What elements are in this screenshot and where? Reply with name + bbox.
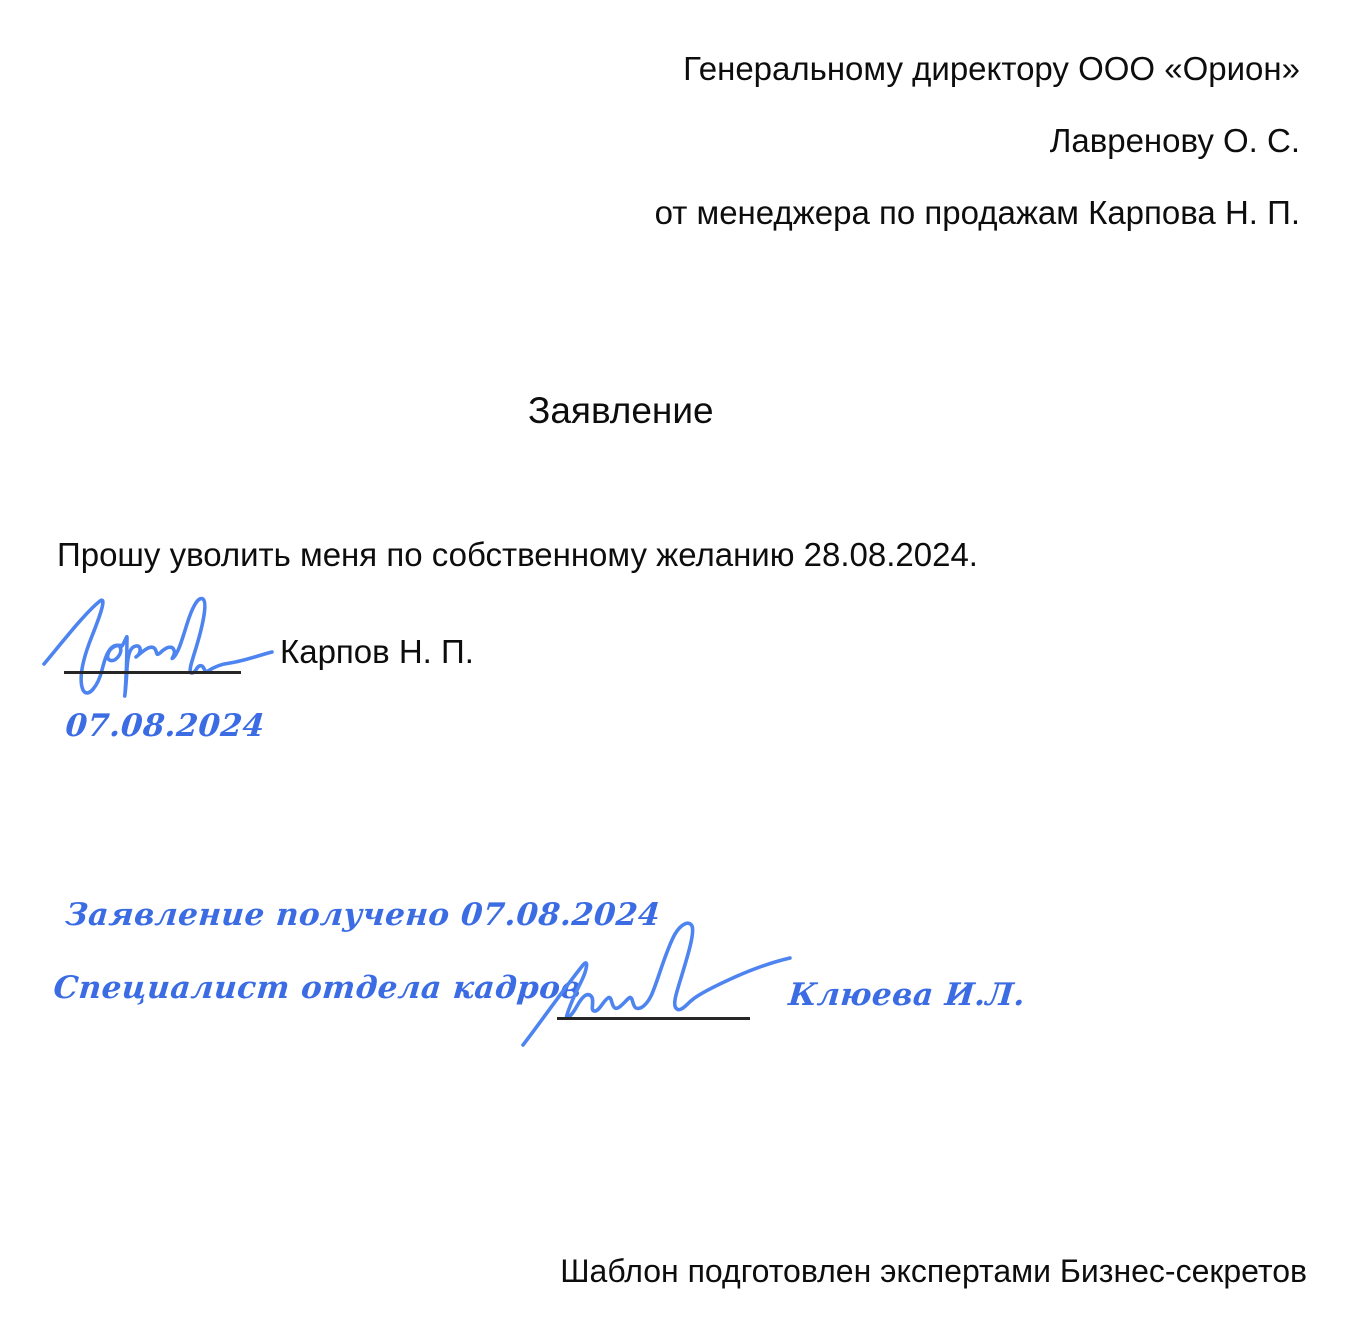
sender-line: от менеджера по продажам Карпова Н. П. [654, 193, 1300, 231]
document-title: Заявление [528, 390, 714, 431]
employee-name: Карпов Н. П. [280, 633, 474, 670]
hr-specialist-name: Клюева И.Л. [787, 977, 1027, 1013]
addressee-block [655, 50, 1300, 232]
template-credit: Шаблон подготовлен экспертами Бизнес-секретов [560, 1253, 1307, 1289]
hr-role-label: Специалист отдела кадров [52, 970, 583, 1006]
addressee-line-name: Лавренову О. С. [1049, 121, 1300, 159]
karpov-signature-icon [42, 594, 274, 706]
addressee-line-director: Генеральному директору ООО «Орион» [683, 50, 1300, 87]
received-note: Заявление получено 07.08.2024 [64, 897, 662, 933]
klyueva-signature-icon [495, 918, 795, 1048]
employee-signature-line [64, 671, 241, 674]
hr-signature-line [557, 1017, 750, 1020]
request-text: Прошу уволить меня по собственному желанию 28.08.2024. [57, 536, 978, 573]
handwritten-date: 07.08.2024 [64, 708, 267, 744]
